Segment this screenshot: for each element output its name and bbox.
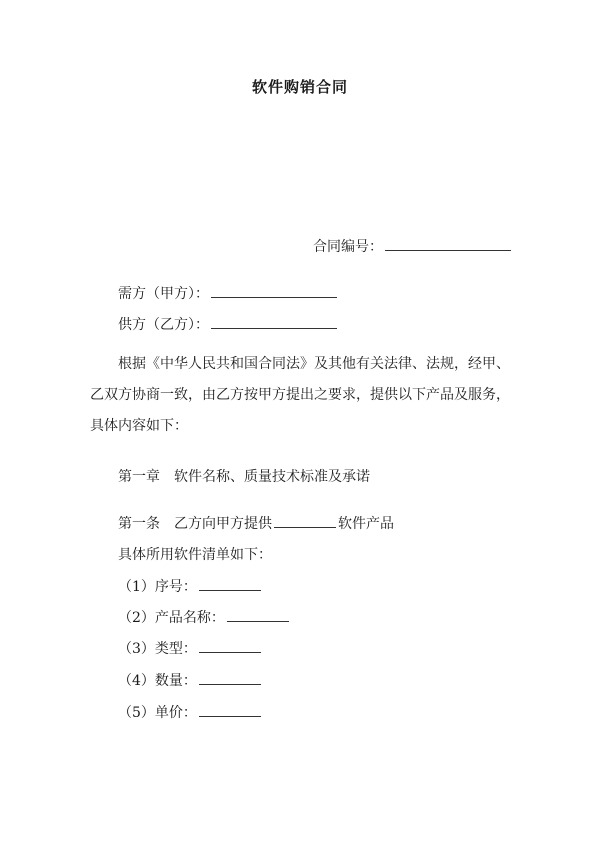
article-text-after: 软件产品 (338, 516, 394, 532)
list-item-serial (118, 576, 261, 596)
list-item-unit-price (118, 702, 261, 722)
document-title: 软件购销合同 (251, 78, 348, 96)
quantity-blank[interactable] (199, 670, 261, 685)
buyer-line (118, 283, 337, 303)
seller-line (118, 314, 337, 334)
contract-number-blank[interactable] (385, 236, 511, 251)
unit-price-blank[interactable] (199, 702, 261, 717)
software-name-blank[interactable] (274, 513, 336, 528)
list-item-type (118, 638, 261, 658)
product-name-blank[interactable] (227, 607, 289, 622)
chapter-heading (118, 466, 370, 486)
seller-blank[interactable] (211, 314, 337, 329)
contract-number-line (313, 236, 511, 256)
list-item-quantity (118, 670, 261, 690)
list-item-label: （4）数量： (118, 673, 197, 689)
contract-number-label: 合同编号： (313, 239, 383, 255)
article-text-before: 乙方向甲方提供 (174, 516, 272, 532)
seller-label: 供方（乙方）： (118, 317, 209, 333)
article-number: 第一条 (118, 516, 160, 532)
chapter-title: 软件名称、质量技术标准及承诺 (174, 469, 370, 485)
list-item-label: （1）序号： (118, 579, 197, 595)
list-item-label: （3）类型： (118, 641, 197, 657)
buyer-label: 需方（甲方）： (118, 286, 209, 302)
preamble-text: 根据《中华人民共和国合同法》及其他有关法律、法规，经甲、乙双方协商一致，由乙方按甲方提出之要求，提供以下产品及服务，具体内容如下： (90, 356, 510, 434)
type-blank[interactable] (199, 638, 261, 653)
serial-blank[interactable] (199, 576, 261, 591)
list-item-label: （5）单价： (118, 705, 197, 721)
preamble-paragraph (90, 349, 518, 442)
list-item-label: （2）产品名称： (118, 610, 225, 626)
chapter-number: 第一章 (118, 469, 160, 485)
list-item-product-name (118, 607, 289, 627)
buyer-blank[interactable] (211, 283, 337, 298)
article-1-line (118, 513, 394, 533)
list-intro: 具体所用软件清单如下： (118, 547, 272, 563)
